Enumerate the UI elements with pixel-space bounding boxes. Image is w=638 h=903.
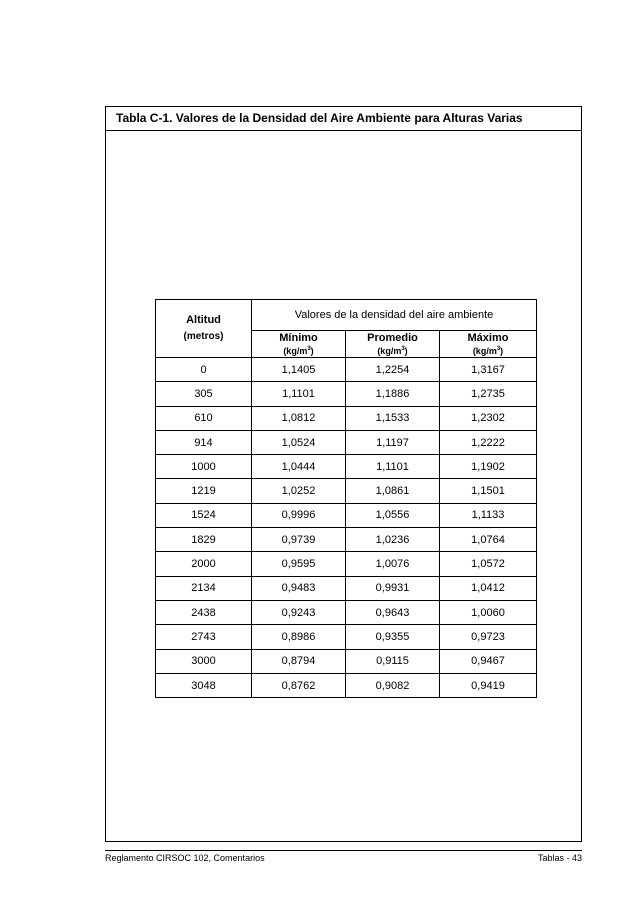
table-row bbox=[156, 406, 537, 430]
cell-altitud: 1000 bbox=[156, 455, 252, 479]
cell-minimo: 0,8986 bbox=[252, 625, 346, 649]
cell-maximo: 1,0060 bbox=[440, 600, 537, 624]
header-altitud-unit: (metros) bbox=[183, 330, 224, 342]
header-group: Valores de la densidad del aire ambiente bbox=[252, 300, 537, 331]
table-row bbox=[156, 358, 537, 382]
cell-altitud: 2000 bbox=[156, 552, 252, 576]
table-row bbox=[156, 625, 537, 649]
cell-minimo: 0,9483 bbox=[252, 576, 346, 600]
cell-minimo: 0,8762 bbox=[252, 673, 346, 697]
cell-promedio: 1,1101 bbox=[346, 455, 440, 479]
cell-altitud: 305 bbox=[156, 382, 252, 406]
footer-page-number: Tablas - 43 bbox=[537, 853, 582, 863]
header-maximo bbox=[440, 331, 537, 358]
cell-promedio: 1,0076 bbox=[346, 552, 440, 576]
footer-rule bbox=[105, 850, 582, 851]
cell-promedio: 0,9643 bbox=[346, 600, 440, 624]
cell-altitud: 610 bbox=[156, 406, 252, 430]
cell-minimo: 1,0252 bbox=[252, 479, 346, 503]
table-frame bbox=[105, 106, 582, 842]
table-row bbox=[156, 552, 537, 576]
cell-promedio: 0,9931 bbox=[346, 576, 440, 600]
header-minimo bbox=[252, 331, 346, 358]
table-row bbox=[156, 479, 537, 503]
cell-altitud: 2743 bbox=[156, 625, 252, 649]
header-promedio-unit: $(kg/m^3)$ bbox=[377, 345, 408, 356]
table-row bbox=[156, 649, 537, 673]
cell-altitud: 2134 bbox=[156, 576, 252, 600]
cell-promedio: 1,0236 bbox=[346, 528, 440, 552]
cell-maximo: 1,0764 bbox=[440, 528, 537, 552]
header-altitud-label: Altitud bbox=[186, 313, 221, 326]
table-row bbox=[156, 576, 537, 600]
header-maximo-unit: $(kg/m^3)$ bbox=[472, 345, 504, 356]
cell-altitud: 2438 bbox=[156, 600, 252, 624]
cell-maximo: 1,2735 bbox=[440, 382, 537, 406]
footer-document-name: Reglamento CIRSOC 102, Comentarios bbox=[105, 853, 265, 863]
cell-minimo: 0,8794 bbox=[252, 649, 346, 673]
table-row bbox=[156, 503, 537, 527]
cell-minimo: 0,9996 bbox=[252, 503, 346, 527]
cell-altitud: 3000 bbox=[156, 649, 252, 673]
cell-promedio: 1,2254 bbox=[346, 358, 440, 382]
table-row bbox=[156, 382, 537, 406]
cell-promedio: 1,1533 bbox=[346, 406, 440, 430]
cell-minimo: 1,1405 bbox=[252, 358, 346, 382]
cell-maximo: 1,2302 bbox=[440, 406, 537, 430]
cell-altitud: 1829 bbox=[156, 528, 252, 552]
cell-promedio: 0,9115 bbox=[346, 649, 440, 673]
cell-maximo: 1,2222 bbox=[440, 430, 537, 454]
cell-maximo: 1,3167 bbox=[440, 358, 537, 382]
cell-altitud: 1524 bbox=[156, 503, 252, 527]
cell-maximo: 0,9723 bbox=[440, 625, 537, 649]
table-row bbox=[156, 600, 537, 624]
cell-promedio: 0,9082 bbox=[346, 673, 440, 697]
cell-minimo: 0,9739 bbox=[252, 528, 346, 552]
cell-maximo: 0,9419 bbox=[440, 673, 537, 697]
table-row bbox=[156, 430, 537, 454]
header-promedio-label: Promedio bbox=[367, 331, 418, 344]
cell-altitud: 914 bbox=[156, 430, 252, 454]
cell-minimo: 0,9243 bbox=[252, 600, 346, 624]
table-row bbox=[156, 455, 537, 479]
cell-maximo: 1,0412 bbox=[440, 576, 537, 600]
header-minimo-label: Mínimo bbox=[279, 331, 318, 344]
density-table bbox=[155, 299, 537, 698]
header-maximo-label: Máximo bbox=[467, 331, 509, 344]
cell-maximo: 1,1501 bbox=[440, 479, 537, 503]
cell-maximo: 1,1902 bbox=[440, 455, 537, 479]
table-body bbox=[156, 358, 537, 698]
table-row bbox=[156, 673, 537, 697]
cell-maximo: 1,0572 bbox=[440, 552, 537, 576]
cell-promedio: 1,1886 bbox=[346, 382, 440, 406]
header-altitud bbox=[156, 300, 252, 358]
cell-promedio: 1,0556 bbox=[346, 503, 440, 527]
header-minimo-unit: $(kg/m^3)$ bbox=[283, 345, 314, 356]
cell-promedio: 1,1197 bbox=[346, 430, 440, 454]
table-row bbox=[156, 528, 537, 552]
cell-altitud: 1219 bbox=[156, 479, 252, 503]
cell-maximo: 1,1133 bbox=[440, 503, 537, 527]
cell-altitud: 3048 bbox=[156, 673, 252, 697]
table-title: Tabla C-1. Valores de la Densidad del Aire Ambiente para Alturas Varias bbox=[106, 107, 581, 131]
cell-minimo: 1,1101 bbox=[252, 382, 346, 406]
header-promedio bbox=[346, 331, 440, 358]
cell-minimo: 0,9595 bbox=[252, 552, 346, 576]
cell-altitud: 0 bbox=[156, 358, 252, 382]
cell-promedio: 0,9355 bbox=[346, 625, 440, 649]
cell-promedio: 1,0861 bbox=[346, 479, 440, 503]
cell-maximo: 0,9467 bbox=[440, 649, 537, 673]
cell-minimo: 1,0812 bbox=[252, 406, 346, 430]
cell-minimo: 1,0444 bbox=[252, 455, 346, 479]
cell-minimo: 1,0524 bbox=[252, 430, 346, 454]
